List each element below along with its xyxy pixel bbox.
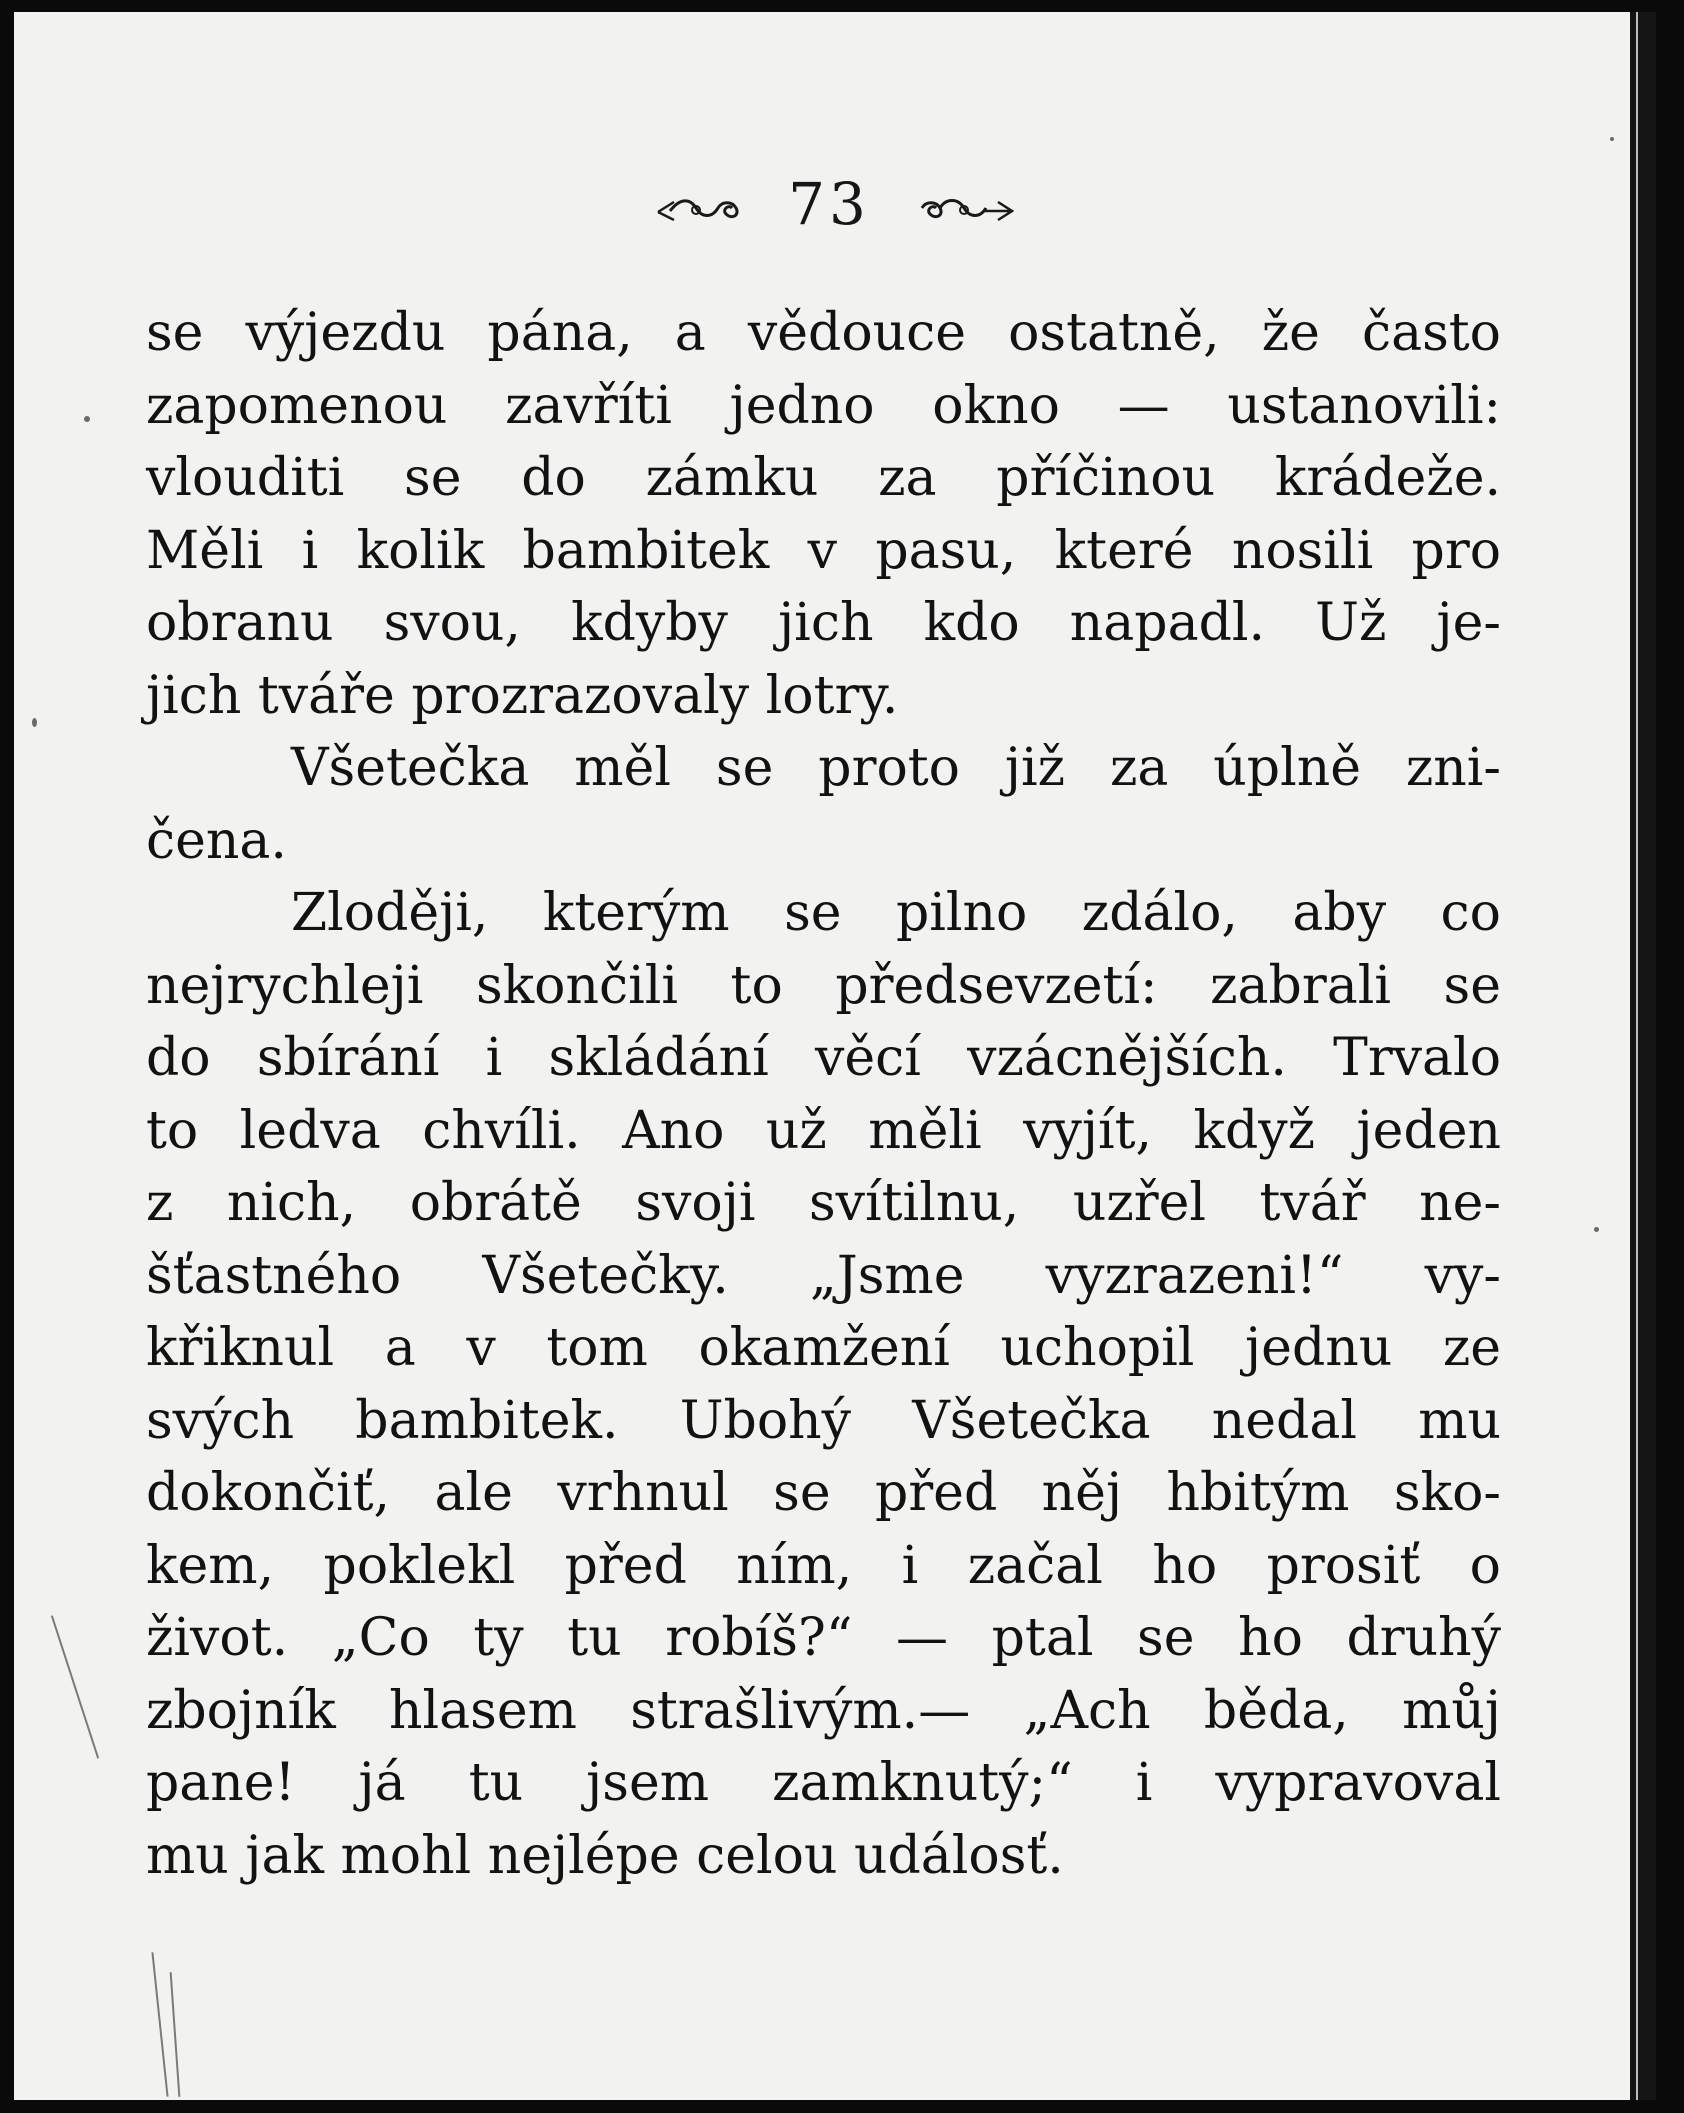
text-line: jich tváře prozrazovaly lotry.	[146, 665, 899, 726]
text-line: svých bambitek. Ubohý Všetečka nedal mu	[146, 1390, 1501, 1451]
text-line: dokončiť, ale vrhnul se před něj hbitým sko-	[146, 1463, 1501, 1523]
text-line: z nich, obrátě svoji svítilnu, uzřel tvář ne-	[146, 1173, 1501, 1233]
scan-speck	[32, 718, 37, 727]
text-line: do sbírání i skládání věcí vzácnějších. Trvalo	[146, 1028, 1501, 1088]
scan-scratch	[170, 1972, 181, 2097]
text-line: Zloději, kterým se pilno zdálo, aby co	[291, 883, 1501, 943]
text-line: to ledva chvíli. Ano už měli vyjít, když jeden	[146, 1100, 1501, 1161]
text-line: nejrychleji skončili to předsevzetí: zabrali se	[146, 955, 1501, 1016]
text-line: zbojník hlasem strašlivým.— „Ach běda, můj	[146, 1680, 1501, 1741]
scan-speck	[84, 416, 90, 422]
book-page	[14, 12, 1656, 2100]
scan-speck	[1594, 1227, 1599, 1232]
page-header	[14, 169, 1656, 238]
text-line: zapomenou zavříti jedno okno — ustanovili:	[146, 375, 1501, 436]
text-line: vlouditi se do zámku za příčinou krádeže.	[146, 448, 1501, 508]
text-line: čena.	[146, 810, 287, 871]
ornament-left-icon	[656, 175, 744, 233]
scan-scratch	[151, 1952, 168, 2096]
page-number: 73	[788, 169, 870, 238]
scan-border	[1630, 12, 1656, 2100]
body-text	[146, 297, 1501, 1892]
text-line: Měli i kolik bambitek v pasu, které nosili pro	[146, 520, 1501, 581]
text-line: kem, poklekl před ním, i začal ho prosiť o	[146, 1535, 1501, 1596]
text-line: křiknul a v tom okamžení uchopil jednu ze	[146, 1318, 1501, 1378]
text-line: Všetečka měl se proto již za úplně zni-	[291, 738, 1501, 798]
text-line: se výjezdu pána, a vědouce ostatně, že často	[146, 303, 1501, 363]
text-line: život. „Co ty tu robíš?“ — ptal se ho druhý	[146, 1608, 1501, 1668]
scan-speck	[1610, 137, 1614, 141]
text-line: šťastného Všetečky. „Jsme vyzrazeni!“ vy-	[146, 1245, 1501, 1306]
scan-border-line	[1636, 12, 1638, 2100]
text-line: obranu svou, kdyby jich kdo napadl. Už je-	[146, 593, 1501, 653]
scan-scratch	[51, 1615, 99, 1758]
text-line: mu jak mohl nejlépe celou událosť.	[146, 1825, 1064, 1886]
text-line: pane! já tu jsem zamknutý;“ i vypravoval	[146, 1753, 1501, 1813]
ornament-right-icon	[914, 175, 1014, 233]
